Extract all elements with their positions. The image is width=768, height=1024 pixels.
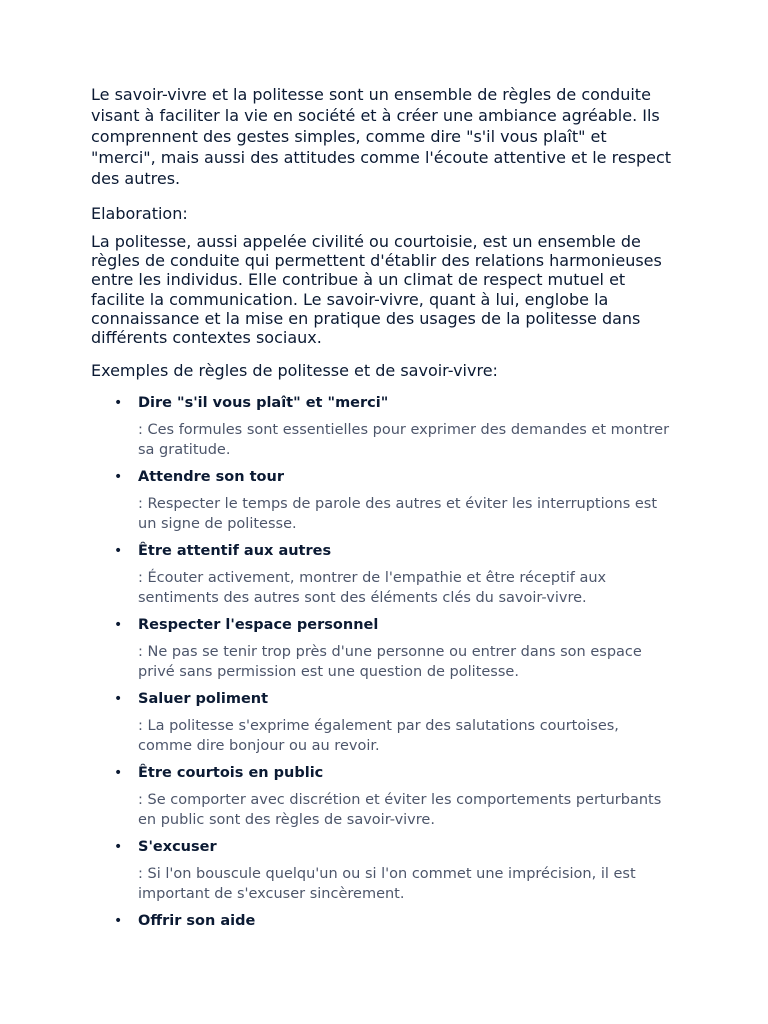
- intro-paragraph: Le savoir-vivre et la politesse sont un ensemble de règles de conduite visant à faciliter la vie en société et à créer une ambiance agréable. Ils comprennent des gestes simples, comme dire "s'il vous plaît" et "merci", mais aussi des attitudes comme l'écoute attentive et le respect des autres.: [91, 85, 672, 188]
- rule-description: : Si l'on bouscule quelqu'un ou si l'on commet une imprécision, il est important de s'excuser sincèrement.: [138, 866, 636, 903]
- bullet-icon: •: [114, 839, 123, 856]
- rule-title: Respecter l'espace personnel: [138, 617, 379, 634]
- rule-title: S'excuser: [138, 839, 217, 856]
- list-item: [114, 393, 676, 460]
- rule-title: Offrir son aide: [138, 913, 256, 930]
- rule-description: : Se comporter avec discrétion et éviter les comportements perturbants en public sont des règles de savoir-vivre.: [138, 792, 662, 829]
- rule-title: Saluer poliment: [138, 691, 269, 708]
- list-item: [114, 689, 676, 756]
- rule-title: Attendre son tour: [138, 469, 284, 486]
- elaboration-paragraph: La politesse, aussi appelée civilité ou courtoisie, est un ensemble de règles de conduite qui permettent d'établir des relations harmonieuses entre les individus. Elle contribue à un climat de respect mutuel et facilite la communication. Le savoir-vivre, quant à lui, englobe la connaissance et la mise en pratique des usages de la politesse dans différents contextes sociaux.: [91, 232, 662, 348]
- bullet-icon: •: [114, 543, 123, 560]
- bullet-icon: •: [114, 395, 123, 412]
- rule-title: Dire "s'il vous plaît" et "merci": [138, 395, 389, 412]
- rule-description: : La politesse s'exprime également par des salutations courtoises, comme dire bonjour ou au revoir.: [138, 718, 619, 755]
- rule-description: : Ne pas se tenir trop près d'une personne ou entrer dans son espace privé sans permission est une question de politesse.: [138, 644, 642, 681]
- list-item: [114, 541, 676, 608]
- rule-description: : Ces formules sont essentielles pour exprimer des demandes et montrer sa gratitude.: [138, 422, 670, 459]
- rule-description: : Respecter le temps de parole des autres et éviter les interruptions est un signe de politesse.: [138, 496, 658, 533]
- list-item: [114, 911, 676, 931]
- bullet-icon: •: [114, 765, 123, 782]
- rule-title: Être courtois en public: [138, 765, 324, 782]
- rules-list: [91, 393, 676, 931]
- bullet-icon: •: [114, 617, 123, 634]
- bullet-icon: •: [114, 691, 123, 708]
- elaboration-heading: Elaboration:: [91, 204, 188, 223]
- rule-title: Être attentif aux autres: [138, 543, 332, 560]
- rule-description: : Écouter activement, montrer de l'empathie et être réceptif aux sentiments des autres sont des éléments clés du savoir-vivre.: [138, 570, 607, 607]
- examples-heading: Exemples de règles de politesse et de savoir-vivre:: [91, 361, 498, 381]
- list-item: [114, 837, 676, 904]
- list-item: [114, 467, 676, 534]
- list-item: [114, 763, 676, 830]
- bullet-icon: •: [114, 913, 123, 930]
- bullet-icon: •: [114, 469, 123, 486]
- list-item: [114, 615, 676, 682]
